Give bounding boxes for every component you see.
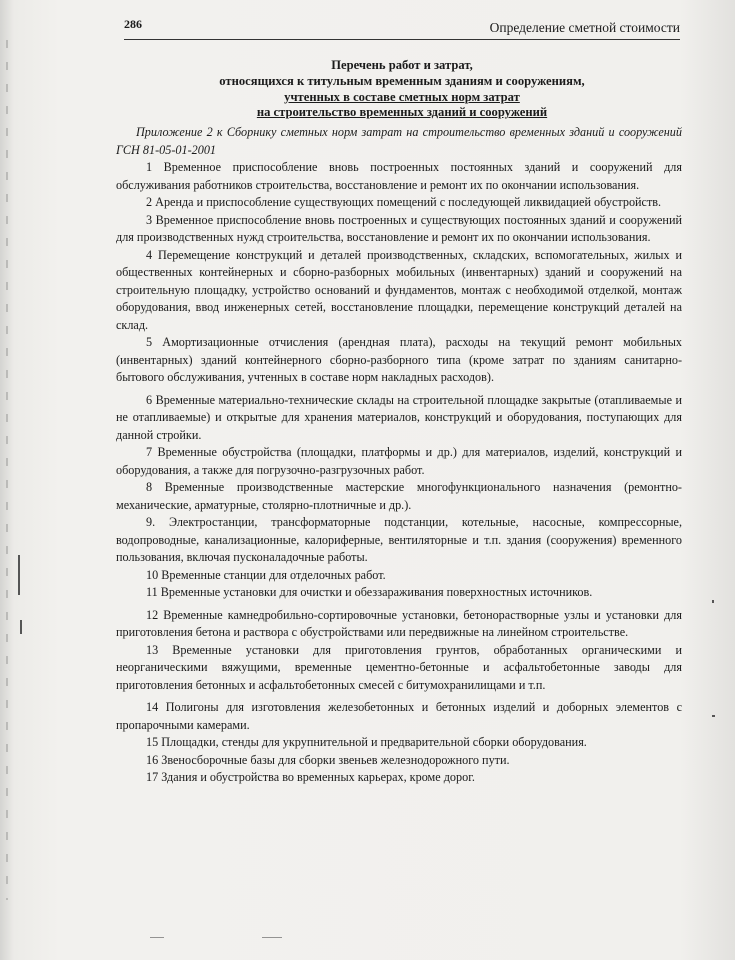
running-title: Определение сметной стоимости: [124, 20, 680, 40]
margin-mark: [712, 715, 715, 717]
binding-shadow: [6, 40, 8, 900]
list-item-11: 11 Временные установки для очистки и обеззараживания поверхностных источников.: [146, 585, 593, 599]
margin-mark: [150, 937, 164, 938]
heading-line-3: учтенных в составе сметных норм затрат: [284, 89, 520, 104]
list-item-5: 5 Амортизационные отчисления (арендная плата), расходы на текущий ремонт мобильных (инвентарных) зданий контейнерного сборно-разборного типа (кроме затрат по зданиям санитарно-бытового обслуживания, учтенных в составе норм накладных расходов).: [116, 335, 682, 384]
section-heading: [124, 58, 680, 121]
list-item-9: 9. Электростанции, трансформаторные подстанции, котельные, насосные, компрессорные, водопроводные, канализационные, калориферные, вентиляторные и т.п. здания (сооружения) временного пользования, включая пусконаладочные работы.: [116, 515, 682, 564]
list-item-1: 1 Временное приспособление вновь построенных постоянных зданий и сооружений для обслуживания работников строительства, восстановление и ремонт их по окончании использования.: [116, 160, 682, 192]
list-item-13: 13 Временные установки для приготовления грунтов, обработанных органическими и неорганическими вяжущими, временные цементно-бетонные и асфальтобетонные заводы для приготовления бетонных и асфальтобетонных смесей с битумохранилищами и т.п.: [116, 642, 682, 692]
list-item-16: 16 Звеносборочные базы для сборки звеньев железнодорожного пути.: [146, 752, 510, 767]
margin-mark: [20, 620, 22, 634]
list-item-3: 3 Временное приспособление вновь построенных и существующих постоянных зданий и сооружений для производственных нужд строительства, восстановление и ремонт их по окончании использования.: [116, 212, 682, 244]
list-item-7: 7 Временные обустройства (площадки, платформы и др.) для материалов, изделий, конструкций и оборудования, а также для погрузочно-разгрузочных работ.: [116, 445, 682, 477]
document-body: [116, 124, 682, 787]
margin-mark: [712, 600, 714, 603]
list-item-4: 4 Перемещение конструкций и деталей производственных, складских, вспомогательных, жилых и общественных контейнерных и сборно-разборных мобильных (инвентарных) зданий и сооружений на строительную площадку, устройство оснований и фундаментов, монтаж с необходимой отделкой, монтаж оборудования, ввод инженерных сетей, восстановление площадки, перемещение конструкций деталей на склад.: [116, 247, 682, 332]
appendix-note: Приложение 2 к Сборнику сметных норм затрат на строительство временных зданий и сооружений ГСН 81-05-01-2001: [116, 125, 682, 157]
heading-line-4: на строительство временных зданий и сооружений: [256, 105, 548, 120]
heading-line-2: относящихся к титульным временным зданиям и сооружениям,: [219, 73, 585, 88]
list-item-15: 15 Площадки, стенды для укрупнительной и предварительной сборки оборудования.: [146, 735, 587, 749]
heading-line-1: Перечень работ и затрат,: [331, 58, 473, 72]
list-item-10: 10 Временные станции для отделочных работ.: [146, 567, 386, 582]
list-item-2: 2 Аренда и приспособление существующих помещений с последующей ликвидацией обустройств.: [146, 195, 662, 209]
list-item-6: 6 Временные материально-технические склады на строительной площадке закрытые (отапливаемые и не отапливаемые) и открытые для хранения материалов, конструкций и оборудования, поступающих для данной стройки.: [116, 392, 682, 442]
list-item-17: 17 Здания и обустройства во временных карьерах, кроме дорог.: [146, 770, 475, 784]
list-item-8: 8 Временные производственные мастерские многофункционального назначения (ремонтно-механические, арматурные, столярно-плотничные и др.).: [116, 480, 682, 512]
margin-mark: [262, 937, 282, 938]
list-item-14: 14 Полигоны для изготовления железобетонных и бетонных изделий и доборных элементов с пропарочными камерами.: [116, 700, 682, 732]
margin-mark: [18, 555, 20, 595]
page-number: 286: [124, 17, 142, 31]
list-item-12: 12 Временные камнедробильно-сортировочные установки, бетонорастворные узлы и установки для приготовления бетона и раствора с обустройствами или передвижные на линейном строительстве.: [116, 607, 682, 639]
